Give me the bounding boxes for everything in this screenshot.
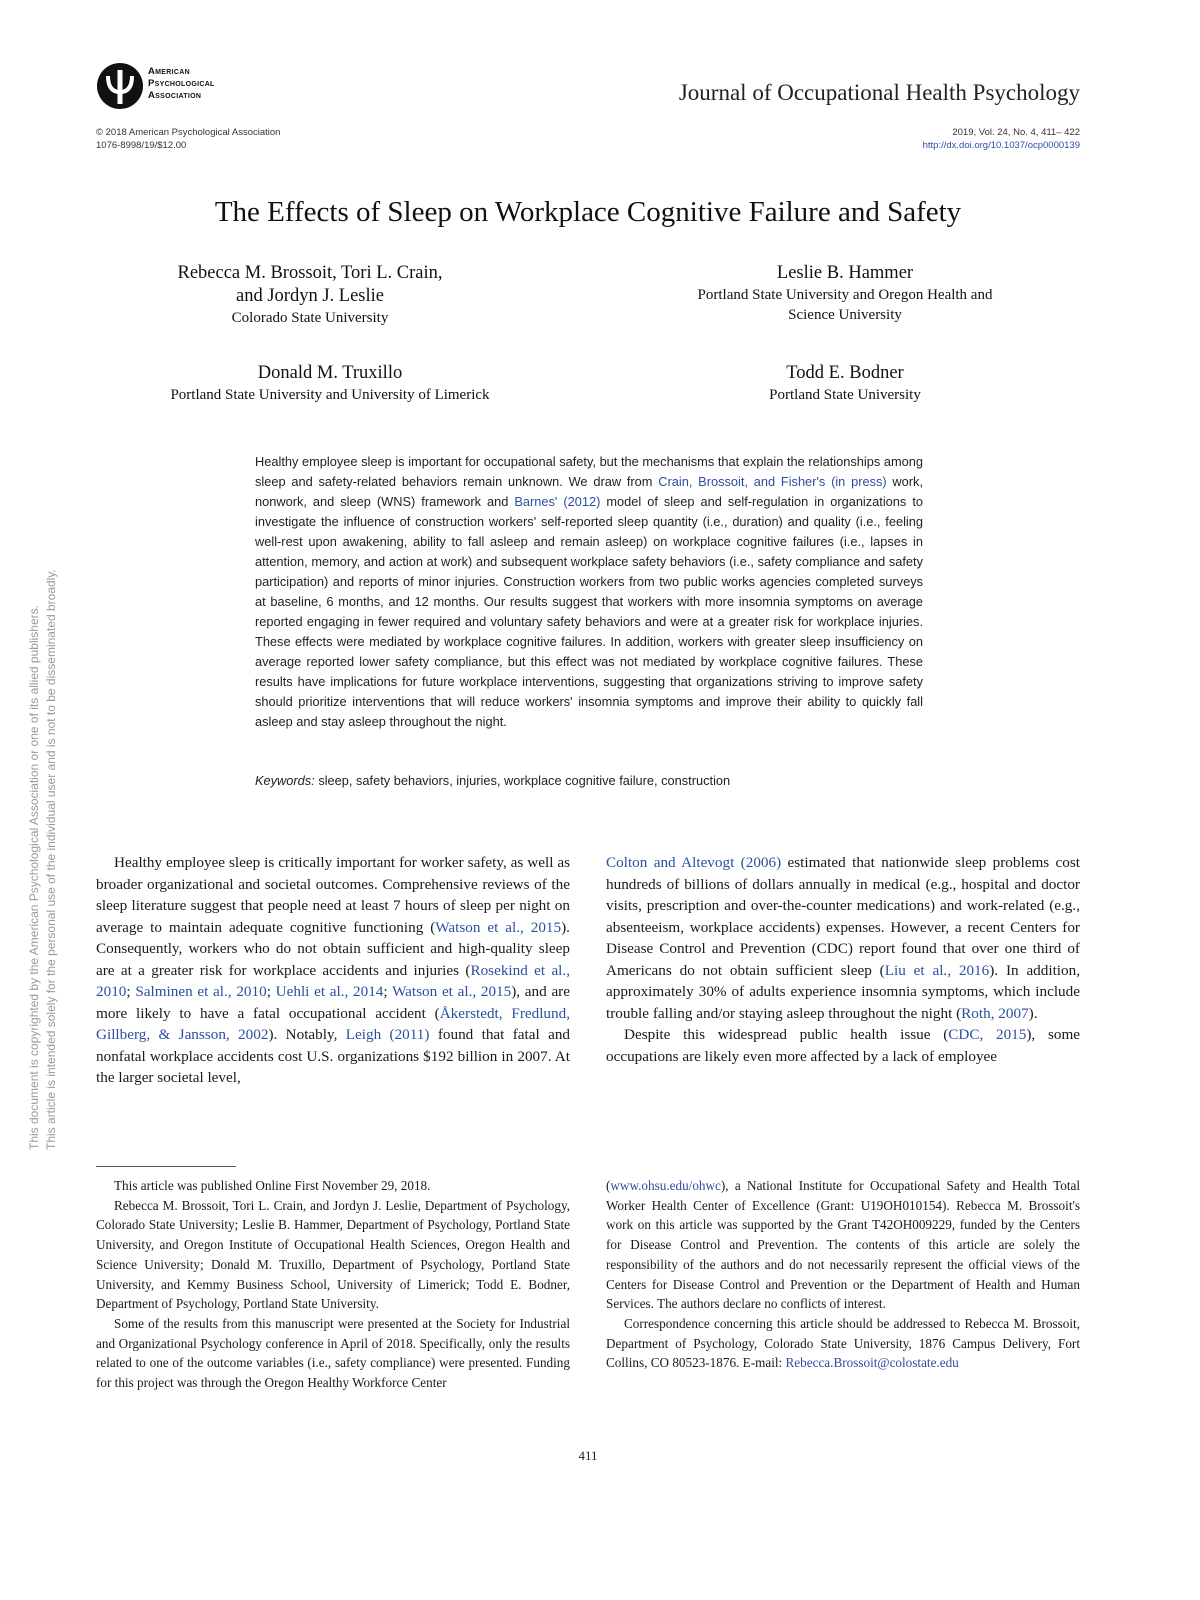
side-notice-line: This article is intended solely for the personal use of the individual user and is not to be disseminated broadly.	[44, 569, 58, 1150]
article-title: The Effects of Sleep on Workplace Cognitive Failure and Safety	[214, 196, 962, 228]
body-text: found that fatal and nonfatal workplace accidents cost U.S. organizations $192 billion in 2007. At the larger societal level,	[96, 1026, 571, 1086]
page-number: 411	[578, 1448, 598, 1463]
body-text: ;	[126, 983, 136, 1000]
apa-logo	[96, 62, 256, 112]
abstract	[255, 452, 923, 732]
citation-link[interactable]: CDC, 2015	[948, 1026, 1027, 1043]
citation-link[interactable]: Salminen et al., 2010	[135, 983, 267, 1000]
publisher-name: American Psychological Association	[148, 66, 215, 101]
author-group-3	[120, 362, 540, 405]
side-notice-line: This document is copyrighted by the American Psychological Association or one of its allied publishers.	[27, 605, 41, 1150]
body-text: ). Consequently, workers who do not obtain sufficient and high-quality sleep are at a greater risk for workplace accidents and injuries (	[96, 918, 570, 979]
citation-link[interactable]: Uehli et al., 2014	[275, 983, 384, 1000]
body-text: ), some occupations are likely even more affected by a lack of employee	[606, 1026, 1080, 1065]
footnote: Some of the results from this manuscript were presented at the Society for Industrial and Organizational Psychology conference in April of 2018. Specifically, only the results related to one of the outcome variables (i.e., safety compliance) were presented. Funding for this project was through the Oregon Healthy Workforce Center	[96, 1315, 570, 1391]
footnote-divider	[96, 1166, 236, 1167]
publication-meta-right	[923, 126, 1080, 152]
citation-link[interactable]: Watson et al., 2015	[435, 918, 562, 936]
author-group-4	[660, 362, 1030, 405]
footnote: This article was published Online First November 29, 2018.	[114, 1178, 431, 1193]
psi-icon	[96, 62, 144, 110]
footnote: Rebecca M. Brossoit, Tori L. Crain, and Jordyn J. Leslie, Department of Psychology, Colorado State University; Leslie B. Hammer, Department of Psychology, Portland State University, and Oregon Institute of Occupational Health Sciences, Oregon Health and Science University; Donald M. Truxillo, Department of Psychology, Portland State University, and Kemmy Business School, University of Limerick; Todd E. Bodner, Department of Psychology, Portland State University.	[96, 1197, 570, 1312]
body-text: ).	[1028, 1004, 1038, 1022]
footnote-text: Correspondence concerning this article should be addressed to Rebecca M. Brossoit, Department of Psychology, Colorado State University, 1876 Campus Delivery, Fort Collins, CO 80523-1876. E-mail:	[606, 1315, 1080, 1371]
body-text: Despite this widespread public health issue (	[624, 1026, 949, 1043]
doi-link[interactable]: http://dx.doi.org/10.1037/ocp0000139	[922, 140, 1080, 151]
body-text: ). Notably,	[268, 1026, 346, 1043]
citation-link[interactable]: Leigh (2011)	[345, 1026, 430, 1043]
citation-link[interactable]: Rosekind et al., 2010	[96, 961, 570, 1000]
abstract-text: Healthy employee sleep is important for occupational safety, but the mechanisms that explain the relationships among sleep and safety-related behaviors remain unknown. We draw from	[255, 454, 923, 489]
copyright-side-notice	[26, 430, 60, 1150]
body-text: ), and are more likely to have a fatal occupational accident (	[96, 983, 570, 1022]
email-link[interactable]: Rebecca.Brossoit@colostate.edu	[785, 1355, 959, 1371]
citation-link[interactable]: Åkerstedt, Fredlund, Gillberg, & Jansson, 2002	[96, 1004, 571, 1043]
keywords-list: sleep, safety behaviors, injuries, workplace cognitive failure, construction	[318, 773, 731, 788]
keywords	[255, 771, 923, 791]
body-text: estimated that nationwide sleep problems cost hundreds of billions of dollars annually in medical (e.g., hospital and doctor visits, prescription and over-the-counter medications) and work-related (e.g., absenteeism, workplace accidents) expenses. However, a recent Centers for Disease Control and Prevention (CDC) report found that over one third of Americans do not obtain sufficient sleep (	[606, 854, 1080, 979]
author-names: Leslie B. Hammer	[776, 263, 914, 283]
citation-link[interactable]: Crain, Brossoit, and Fisher's (in press)	[658, 474, 887, 489]
author-affiliation: Portland State University and Oregon Health and Science University	[697, 287, 993, 323]
citation-link[interactable]: Watson et al., 2015	[392, 983, 512, 1000]
citation-link[interactable]: Barnes' (2012)	[514, 494, 601, 509]
author-names: Todd E. Bodner	[786, 363, 904, 383]
footnotes-right	[606, 1176, 1080, 1373]
body-column-right	[606, 852, 1080, 1067]
keywords-label: Keywords:	[255, 773, 315, 788]
author-affiliation: Portland State University	[769, 387, 921, 403]
abstract-text: work, nonwork, and sleep (WNS) framework and	[255, 474, 924, 509]
body-paragraph	[606, 1024, 1080, 1067]
body-paragraph	[606, 852, 1080, 1024]
author-group-1	[130, 262, 490, 328]
publication-meta-left	[96, 126, 280, 152]
body-text: ;	[266, 983, 276, 1000]
footnote-text: ), a National Institute for Occupational Safety and Health Total Worker Health Center of Excellence (Grant: U19OH010154). Rebecca M. Brossoit's work on this article was supported by the Grant T42OH009229, funded by the Centers for Disease Control and Prevention. The contents of this article are solely the responsibility of the authors and do not necessarily represent the official views of the Centers for Disease Control and Prevention or the Department of Health and Human Services. The authors declare no conflicts of interest.	[606, 1178, 1080, 1312]
abstract-text: model of sleep and self-regulation in organizations to investigate the influence of construction workers' self-reported sleep quantity (i.e., duration) and quality (i.e., feeling well-rest upon awakening, ability to fall asleep and remain asleep) on workplace cognitive failures (i.e., lapses in attention, memory, and action at work) and subsequent workplace safety behaviors (i.e., safety compliance and safety participation) and reports of minor injuries. Construction workers from two public works agencies completed surveys at baseline, 6 months, and 12 months. Our results suggest that workers with more insomnia symptoms on average reported engaging in fewer required and voluntary safety behaviors and were at a greater risk for workplace injuries. These effects were mediated by workplace cognitive failures. In addition, workers with greater sleep insufficiency on average reported lower safety compliance, but this effect was not mediated by workplace cognitive failures. These results have implications for future workplace interventions, suggesting that organizations striving to improve safety should prioritize interventions that will reduce workers' insomnia symptoms and improve their ability to quickly fall asleep and stay asleep throughout the night.	[255, 494, 923, 729]
body-column-left	[96, 852, 570, 1089]
author-names: Rebecca M. Brossoit, Tori L. Crain, and Jordyn J. Leslie	[177, 263, 443, 306]
body-text: ). In addition, approximately 30% of adults experience insomnia symptoms, which include trouble falling and/or staying asleep throughout the night (	[606, 961, 1081, 1022]
body-paragraph	[96, 852, 570, 1089]
citation-link[interactable]: Roth, 2007	[961, 1004, 1029, 1022]
author-group-2	[620, 262, 1070, 325]
journal-title: Journal of Occupational Health Psychology	[678, 80, 1080, 105]
issn: 1076-8998/19/$12.00	[96, 140, 187, 151]
author-affiliation: Colorado State University	[231, 310, 389, 326]
footnote	[606, 1176, 1080, 1314]
citation-link[interactable]: Colton and Altevogt (2006)	[606, 854, 782, 871]
funding-url-link[interactable]: www.ohsu.edu/ohwc	[610, 1178, 721, 1193]
footnote-text: (	[606, 1178, 611, 1193]
citation: 2019, Vol. 24, No. 4, 411– 422	[952, 127, 1080, 138]
body-text: ;	[383, 983, 393, 1000]
citation-link[interactable]: Liu et al., 2016	[884, 961, 990, 979]
footnotes-left	[96, 1176, 570, 1393]
body-text: Healthy employee sleep is critically important for worker safety, as well as broader organizational and societal outcomes. Comprehensive reviews of the sleep literature suggest that people need at least 7 hours of sleep per night on average to maintain adequate cognitive functioning (	[96, 854, 570, 936]
copyright: © 2018 American Psychological Association	[96, 127, 281, 138]
author-names: Donald M. Truxillo	[257, 363, 403, 383]
author-affiliation: Portland State University and University of Limerick	[170, 387, 490, 403]
footnote	[606, 1314, 1080, 1373]
